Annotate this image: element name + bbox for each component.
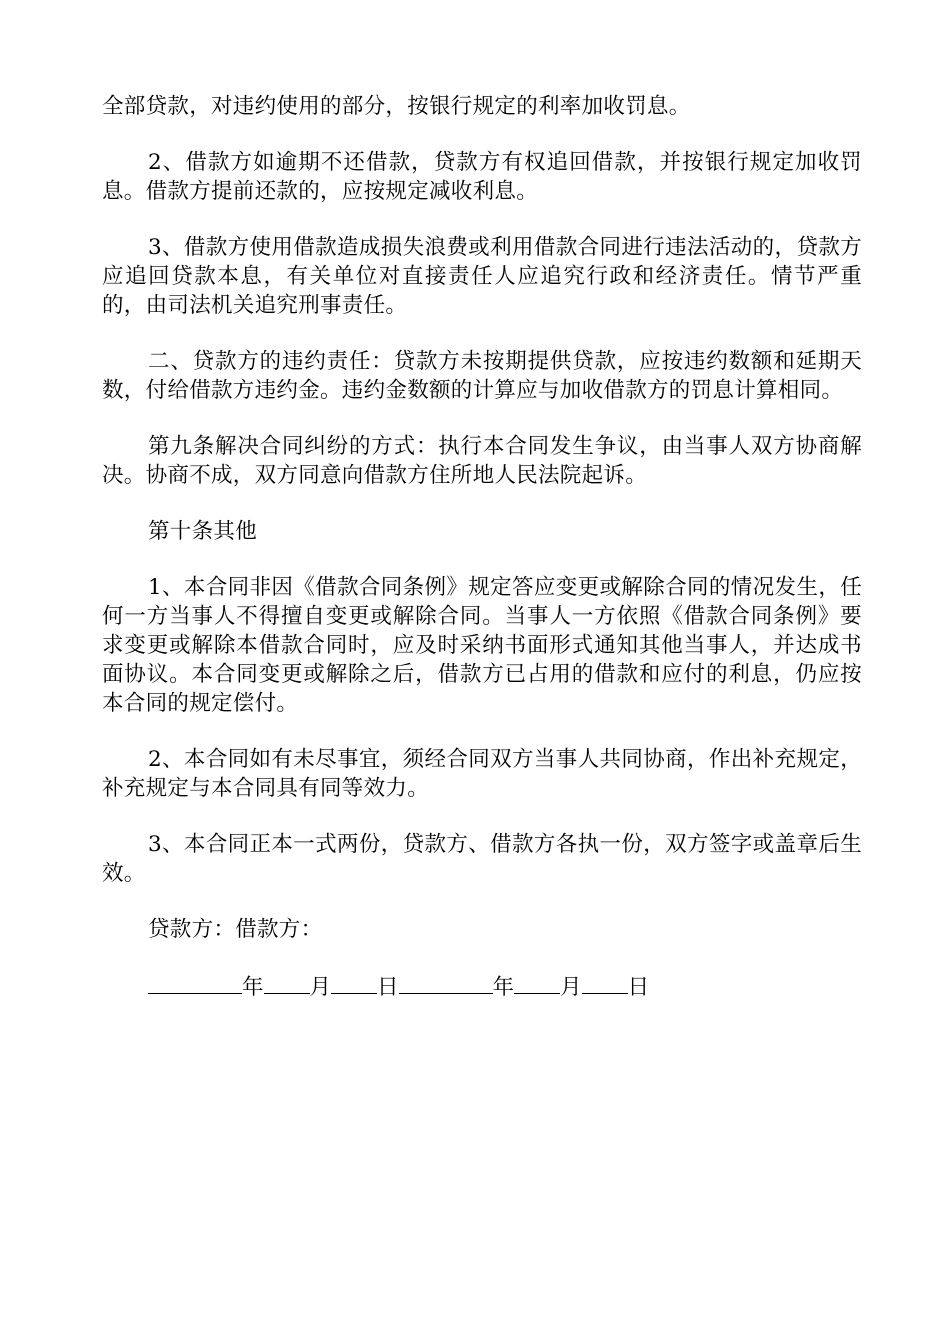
year-label: 年 (492, 975, 515, 1000)
year-blank-lender (148, 971, 242, 994)
month-label: 月 (309, 975, 332, 1000)
month-label: 月 (560, 975, 582, 1000)
day-label: 日 (377, 975, 399, 1000)
day-blank-lender (331, 971, 377, 994)
paragraph-6: 第十条其他 (148, 519, 258, 544)
paragraph-7: 1、本合同非因《借款合同条例》规定答应变更或解除合同的情况发生，任何一方当事人不得擅自变更或解除合同。当事人一方依照《借款合同条例》要求变更或解除本借款合同时，应及时采纳书面形式通知其他当事人，并达成书面协议。本合同变更或解除之后，借款方已占用的借款和应付的利息，仍应按本合同的规定偿付。 (102, 575, 862, 716)
day-blank-borrower (582, 971, 628, 994)
month-blank-lender (264, 971, 310, 994)
signature-parties: 贷款方：借款方： (148, 917, 323, 942)
document-page (102, 92, 862, 1029)
year-label: 年 (242, 975, 264, 1000)
paragraph-2: 2、借款方如逾期不还借款，贷款方有权追回借款，并按银行规定加收罚息。借款方提前还款的，应按规定减收利息。 (102, 150, 862, 204)
month-blank-borrower (514, 971, 560, 994)
paragraph-8: 2、本合同如有未尽事宜，须经合同双方当事人共同协商，作出补充规定，补充规定与本合同具有同等效力。 (102, 747, 862, 801)
year-blank-borrower (399, 971, 493, 994)
paragraph-4: 二、贷款方的违约责任：贷款方未按期提供贷款，应按违约数额和延期天数，付给借款方违约金。违约金数额的计算应与加收借款方的罚息计算相同。 (102, 349, 862, 403)
paragraph-9: 3、本合同正本一式两份，贷款方、借款方各执一份，双方签字或盖章后生效。 (102, 832, 862, 886)
paragraph-3: 3、借款方使用借款造成损失浪费或利用借款合同进行违法活动的，贷款方应追回贷款本息，有关单位对直接责任人应追究行政和经济责任。情节严重的，由司法机关追究刑事责任。 (102, 235, 862, 318)
date-line (148, 971, 862, 1002)
paragraph-1: 全部贷款，对违约使用的部分，按银行规定的利率加收罚息。 (102, 94, 691, 119)
paragraph-5: 第九条解决合同纠纷的方式：执行本合同发生争议，由当事人双方协商解决。协商不成，双方同意向借款方住所地人民法院起诉。 (102, 434, 862, 488)
day-label: 日 (627, 975, 650, 1000)
